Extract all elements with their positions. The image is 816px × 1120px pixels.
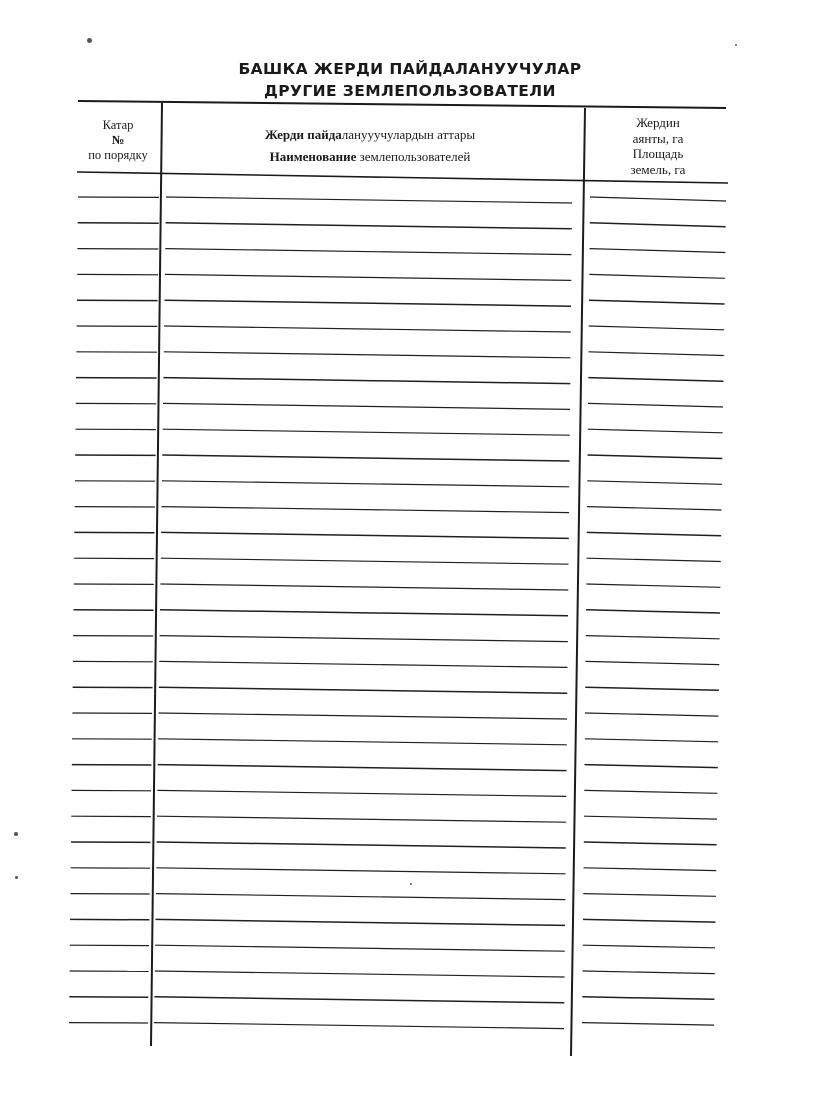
blank-row-line — [156, 919, 566, 925]
blank-row-line — [588, 378, 723, 382]
divider-col1 — [151, 103, 162, 1046]
header-land-user-name-ru-rest: землепользователей — [356, 149, 471, 164]
blank-row-line — [163, 429, 570, 435]
blank-row-line — [590, 249, 726, 253]
blank-row-line — [156, 868, 565, 874]
blank-row-line — [158, 765, 567, 771]
blank-row-line — [587, 507, 722, 510]
blank-row-line — [155, 945, 565, 951]
header-row-number-ru: по порядку — [88, 148, 148, 162]
blank-row-line — [588, 455, 723, 459]
blank-row-line — [583, 894, 716, 897]
header-land-area-ky-1: Жердин — [636, 115, 680, 130]
blank-row-line — [158, 739, 567, 745]
blank-row-line — [589, 352, 724, 356]
blank-row-line — [583, 945, 715, 948]
blank-row-line — [157, 790, 566, 796]
header-land-area-ky-2: аянты, га — [632, 130, 684, 146]
blank-row-line — [585, 713, 719, 716]
blank-row-line — [585, 765, 718, 768]
scan-speck — [15, 876, 18, 879]
header-row-number — [72, 118, 164, 163]
blank-row-line — [157, 842, 566, 848]
blank-row-line — [166, 223, 572, 229]
blank-row-line — [588, 403, 723, 407]
blank-row-line — [582, 1023, 714, 1026]
blank-row-line — [156, 894, 565, 900]
blank-row-line — [157, 816, 566, 822]
blank-row-line — [159, 713, 568, 719]
header-land-user-name-ky-bold: Жерди пайда — [264, 127, 342, 142]
blank-row-line — [582, 997, 714, 1000]
blank-row-line — [587, 481, 722, 485]
divider-col2 — [571, 108, 585, 1056]
blank-row-line — [155, 971, 565, 977]
blank-row-line — [166, 197, 572, 203]
blank-row-line — [586, 584, 720, 587]
header-land-area — [588, 115, 728, 177]
header-row-number-ky: Катар — [102, 118, 134, 132]
blank-row-line — [590, 223, 726, 227]
header-row-number-symbol: № — [111, 133, 125, 147]
blank-row-line — [584, 842, 717, 845]
blank-row-line — [584, 816, 717, 819]
scan-speck — [87, 38, 92, 43]
blank-row-line — [585, 687, 719, 690]
header-land-user-name-ru — [200, 146, 540, 168]
blank-row-line — [160, 610, 568, 616]
blank-row-line — [160, 584, 568, 590]
blank-row-line — [590, 197, 726, 201]
header-land-user-name-ky — [200, 124, 540, 146]
blank-row-line — [163, 403, 570, 409]
blank-row-line — [154, 997, 564, 1003]
blank-row-line — [586, 636, 720, 639]
blank-row-line — [583, 919, 716, 922]
blank-row-line — [588, 429, 723, 433]
blank-row-line — [162, 455, 569, 461]
blank-row-line — [587, 532, 721, 535]
scan-speck — [14, 832, 18, 836]
header-land-area-ru-2: земель, га — [630, 161, 686, 177]
scan-speck — [410, 883, 412, 885]
blank-row-line — [161, 558, 569, 564]
blank-row-line — [584, 790, 717, 793]
blank-row-line — [589, 274, 725, 278]
blank-row-line — [162, 507, 570, 513]
blank-row-line — [587, 558, 721, 561]
blank-row-line — [589, 326, 724, 330]
blank-row-line — [586, 610, 720, 613]
blank-row-line — [162, 481, 569, 487]
blank-row-line — [586, 661, 720, 664]
header-land-area-ru-1: Площадь — [632, 146, 684, 161]
blank-row-line — [159, 661, 567, 667]
blank-row-line — [154, 1023, 564, 1029]
blank-row-line — [160, 636, 568, 642]
blank-row-line — [165, 274, 571, 280]
blank-row-line — [589, 300, 725, 304]
blank-row-line — [165, 249, 571, 255]
blank-row-line — [163, 378, 570, 384]
header-land-user-name-ky-rest: ланууучулардын аттары — [341, 127, 476, 142]
table-top-border — [78, 101, 726, 108]
blank-row-line — [164, 352, 571, 358]
form-title-russian: ДРУГИЕ ЗЕМЛЕПОЛЬЗОВАТЕЛИ — [264, 82, 556, 100]
blank-row-line — [161, 532, 569, 538]
blank-row-line — [584, 868, 717, 871]
form-title-kyrgyz: БАШКА ЖЕРДИ ПАЙДАЛАНУУЧУЛАР — [238, 60, 582, 78]
blank-row-line — [164, 326, 571, 332]
header-land-user-name — [200, 124, 540, 168]
table-rows — [69, 197, 726, 1029]
blank-row-line — [585, 739, 718, 742]
blank-row-line — [159, 687, 567, 693]
scan-speck — [735, 44, 737, 46]
blank-row-line — [165, 300, 572, 306]
header-land-user-name-ru-bold: Наименование — [269, 149, 357, 164]
blank-row-line — [583, 971, 715, 974]
